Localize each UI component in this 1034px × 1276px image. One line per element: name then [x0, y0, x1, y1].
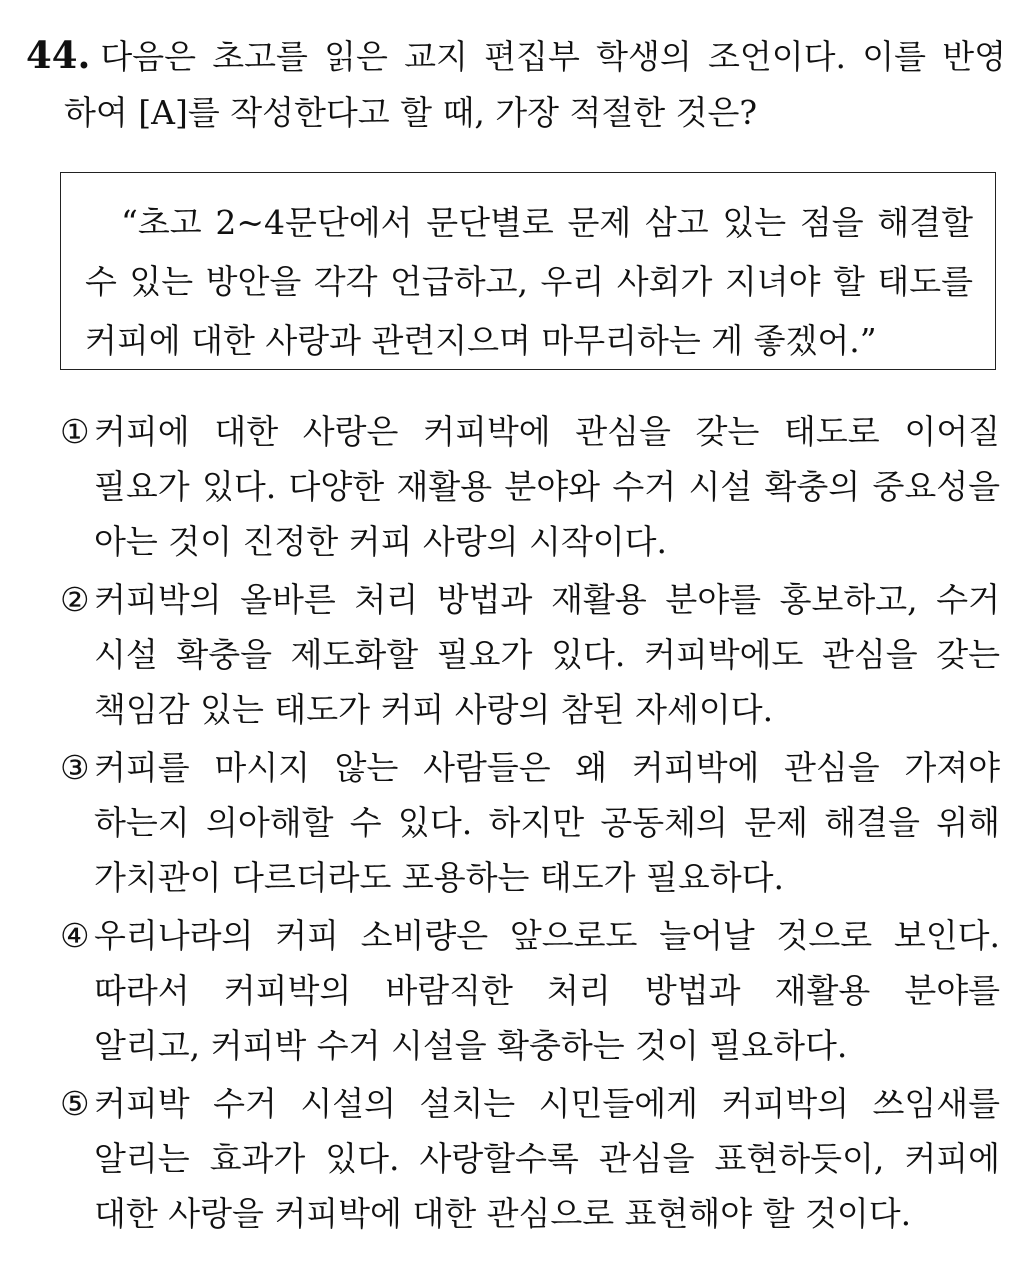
choice-4-line-3: 알리고, 커피박 수거 시설을 확충하는 것이 필요하다.: [94, 1026, 848, 1065]
choice-5-line-2: 알리는 효과가 있다. 사랑할수록 관심을 표현하듯이, 커피에: [94, 1139, 1000, 1178]
choice-1-line-1: [60, 404, 1000, 459]
choice-1-line-2: 필요가 있다. 다양한 재활용 분야와 수거 시설 확충의 중요성을: [94, 467, 1000, 506]
choice-4-marker: ④: [60, 916, 90, 955]
choice-1-text-1: 커피에 대한 사랑은 커피박에 관심을 갖는 태도로 이어질: [94, 412, 1000, 451]
advice-line-3: 커피에 대한 사랑과 관련지으며 마무리하는 게 좋겠어.”: [85, 321, 877, 360]
choice-2-marker: ②: [60, 580, 90, 619]
advice-box: [60, 172, 996, 370]
choice-2[interactable]: [60, 572, 1000, 737]
choice-3-line-2: 하는지 의아해할 수 있다. 하지만 공동체의 문제 해결을 위해: [94, 803, 1000, 842]
choice-5[interactable]: [60, 1076, 1000, 1241]
choice-1[interactable]: [60, 404, 1000, 569]
question-stem: [26, 26, 1006, 142]
advice-line-2: 수 있는 방안을 각각 언급하고, 우리 사회가 지녀야 할 태도를: [85, 262, 973, 301]
choice-3-marker: ③: [60, 748, 90, 787]
choice-1-marker: ①: [60, 412, 90, 451]
choice-2-line-2: 시설 확충을 제도화할 필요가 있다. 커피박에도 관심을 갖는: [94, 635, 1000, 674]
choice-4-line-1: [60, 908, 1000, 963]
choice-5-text-1: 커피박 수거 시설의 설치는 시민들에게 커피박의 쓰임새를: [94, 1084, 1000, 1123]
question-line-1: [26, 26, 1006, 84]
advice-line-1: “초고 2~4문단에서 문단별로 문제 삼고 있는 점을 해결할: [121, 203, 973, 242]
choice-1-line-3: 아는 것이 진정한 커피 사랑의 시작이다.: [94, 522, 667, 561]
choice-3-line-1: [60, 740, 1000, 795]
choice-2-line-1: [60, 572, 1000, 627]
choice-2-text-1: 커피박의 올바른 처리 방법과 재활용 분야를 홍보하고, 수거: [94, 580, 1000, 619]
choice-3-line-3: 가치관이 다르더라도 포용하는 태도가 필요하다.: [94, 858, 785, 897]
choice-5-line-1: [60, 1076, 1000, 1131]
choice-3[interactable]: [60, 740, 1000, 905]
choice-4-text-1: 우리나라의 커피 소비량은 앞으로도 늘어날 것으로 보인다.: [94, 916, 1000, 955]
choice-3-text-1: 커피를 마시지 않는 사람들은 왜 커피박에 관심을 가져야: [94, 748, 1000, 787]
choice-5-marker: ⑤: [60, 1084, 90, 1123]
choice-4-line-2: 따라서 커피박의 바람직한 처리 방법과 재활용 분야를: [94, 971, 1000, 1010]
choice-2-line-3: 책임감 있는 태도가 커피 사랑의 참된 자세이다.: [94, 690, 774, 729]
question-text-1: 다음은 초고를 읽은 교지 편집부 학생의 조언이다. 이를 반영: [100, 37, 1006, 76]
question-number: 44.: [26, 33, 91, 77]
answer-choices: [60, 404, 1000, 1241]
choice-4[interactable]: [60, 908, 1000, 1073]
choice-5-line-3: 대한 사랑을 커피박에 대한 관심으로 표현해야 할 것이다.: [94, 1194, 912, 1233]
question-line-2: 하여 [A]를 작성한다고 할 때, 가장 적절한 것은?: [64, 93, 758, 132]
